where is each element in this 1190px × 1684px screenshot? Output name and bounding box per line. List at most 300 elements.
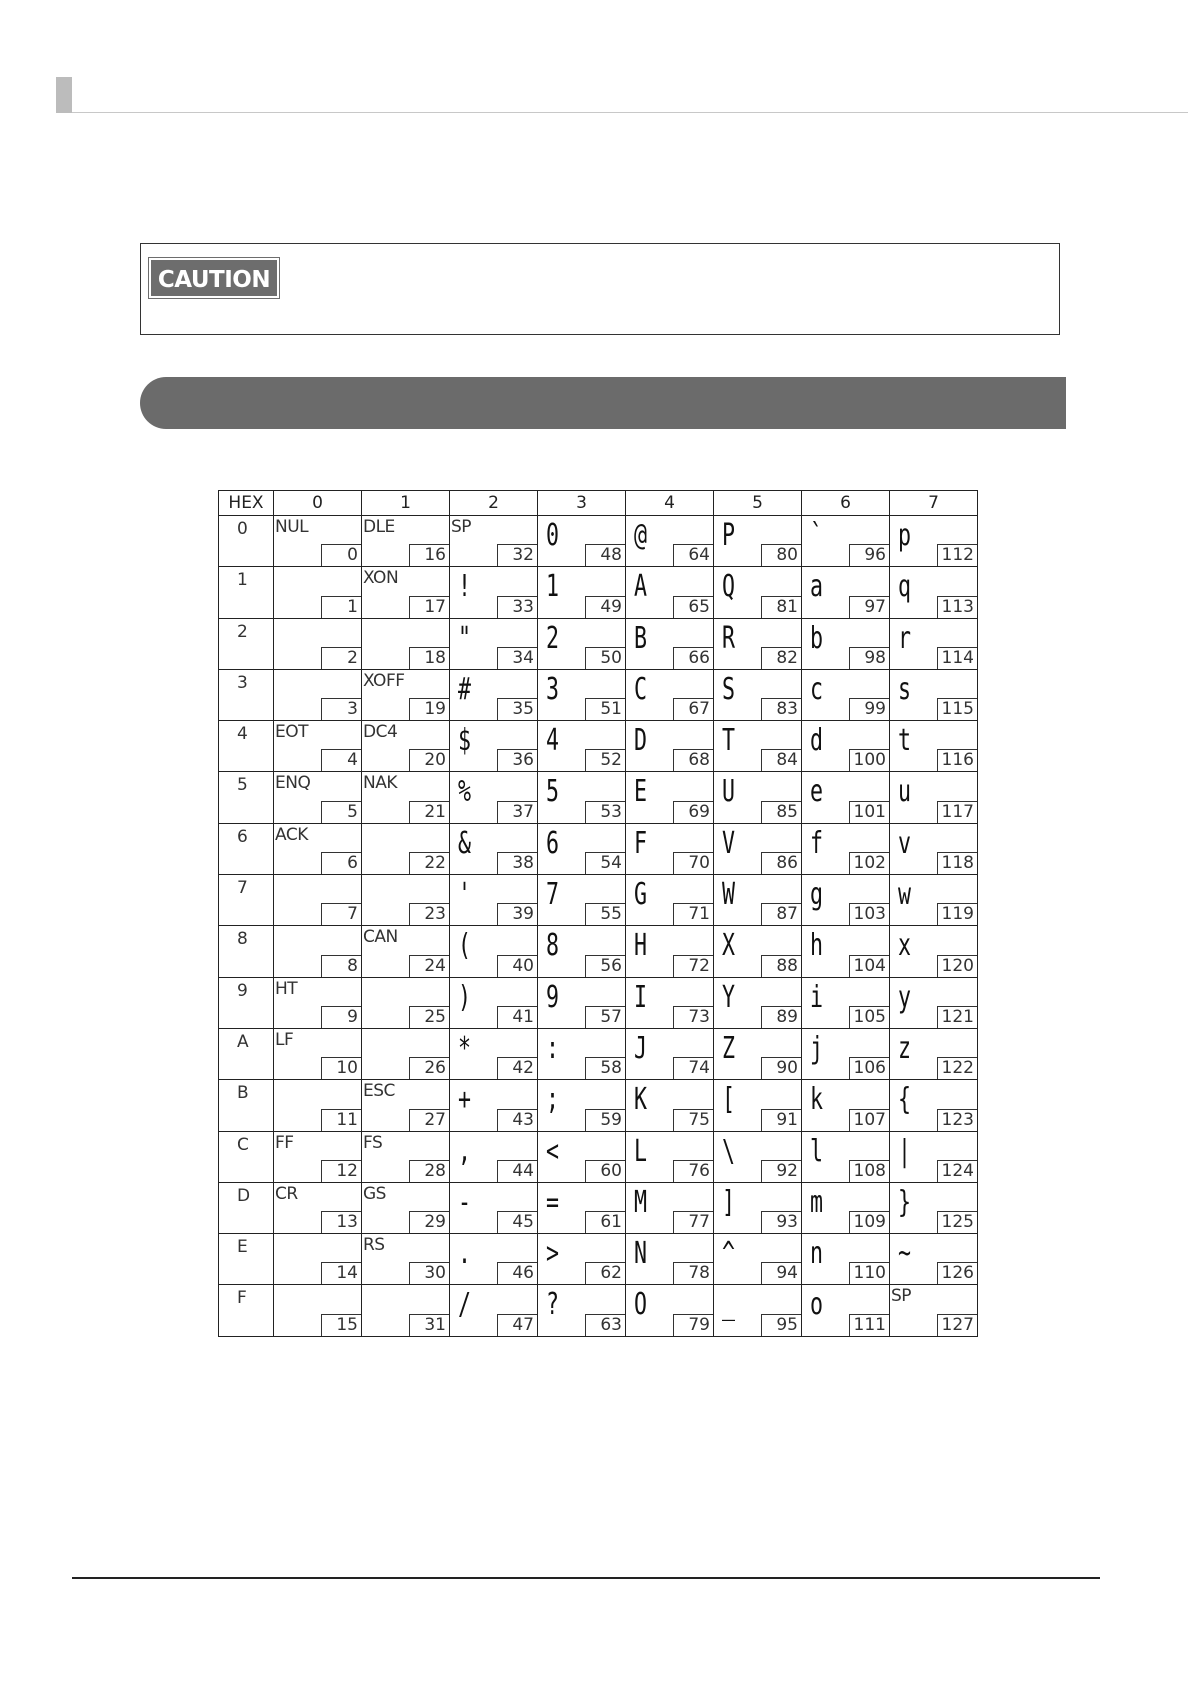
char-cell — [538, 1285, 626, 1336]
decimal-code: 92 — [761, 1160, 801, 1182]
char-glyph: S — [722, 671, 736, 707]
char-glyph: Q — [722, 569, 736, 605]
control-code-name: RS — [363, 1235, 385, 1256]
char-cell — [362, 926, 450, 977]
decimal-code: 114 — [937, 647, 977, 669]
control-code-name: DC4 — [363, 722, 398, 743]
decimal-code: 64 — [673, 544, 713, 566]
char-cell — [274, 721, 362, 772]
control-code-name: GS — [363, 1183, 386, 1204]
char-glyph: o — [810, 1287, 824, 1323]
decimal-code: 49 — [585, 596, 625, 618]
char-glyph: W — [722, 877, 736, 913]
char-cell — [274, 1080, 362, 1131]
char-glyph: L — [634, 1133, 648, 1169]
control-code-name: ENQ — [275, 773, 311, 794]
char-cell — [802, 1131, 890, 1182]
char-cell — [450, 516, 538, 567]
char-cell — [450, 1028, 538, 1079]
control-code-name: SP — [451, 517, 472, 537]
decimal-code: 45 — [497, 1211, 537, 1233]
char-cell — [362, 1080, 450, 1131]
table-row — [219, 721, 978, 772]
table-row — [219, 1234, 978, 1285]
decimal-code: 126 — [937, 1262, 977, 1284]
decimal-code: 65 — [673, 596, 713, 618]
char-cell — [714, 875, 802, 926]
table-row — [219, 772, 978, 823]
char-cell — [538, 977, 626, 1028]
decimal-code: 24 — [409, 955, 449, 977]
char-cell — [538, 516, 626, 567]
char-cell — [450, 1080, 538, 1131]
char-glyph: Y — [722, 979, 736, 1015]
char-glyph: H — [634, 928, 648, 964]
char-cell — [538, 1131, 626, 1182]
decimal-code: 105 — [849, 1006, 889, 1028]
decimal-code: 53 — [585, 801, 625, 823]
row-hex-cell — [219, 669, 274, 720]
char-cell — [450, 567, 538, 618]
char-glyph: ^ — [722, 1236, 736, 1272]
char-glyph: v — [898, 825, 912, 861]
row-hex-cell — [219, 875, 274, 926]
char-glyph: s — [898, 671, 912, 707]
decimal-code: 14 — [321, 1262, 361, 1284]
decimal-code: 13 — [321, 1211, 361, 1233]
decimal-code: 43 — [497, 1109, 537, 1131]
decimal-code: 16 — [409, 544, 449, 566]
char-cell — [626, 1080, 714, 1131]
decimal-code: 73 — [673, 1006, 713, 1028]
control-code-name: FS — [363, 1132, 383, 1153]
decimal-code: 101 — [849, 801, 889, 823]
char-cell — [890, 516, 978, 567]
char-glyph: 0 — [546, 518, 560, 553]
char-glyph: M — [634, 1184, 648, 1220]
decimal-code: 67 — [673, 698, 713, 720]
control-code-name: EOT — [275, 722, 309, 743]
char-cell — [802, 721, 890, 772]
row-hex-cell — [219, 567, 274, 618]
char-cell — [450, 1285, 538, 1336]
char-glyph: c — [810, 671, 824, 707]
char-glyph: ? — [546, 1287, 560, 1323]
decimal-code: 9 — [321, 1006, 361, 1028]
decimal-code: 127 — [937, 1314, 977, 1336]
char-cell — [890, 721, 978, 772]
row-hex-cell — [219, 772, 274, 823]
char-cell — [362, 721, 450, 772]
char-cell — [538, 721, 626, 772]
section-marker — [56, 77, 72, 113]
char-cell — [626, 926, 714, 977]
decimal-code: 122 — [937, 1057, 977, 1079]
char-cell — [626, 772, 714, 823]
char-glyph: p — [898, 518, 912, 553]
char-cell — [626, 1028, 714, 1079]
char-cell — [538, 772, 626, 823]
row-hex-cell — [219, 926, 274, 977]
caution-box — [140, 243, 1060, 335]
char-cell — [274, 1234, 362, 1285]
row-hex-cell — [219, 721, 274, 772]
decimal-code: 97 — [849, 596, 889, 618]
row-hex-cell — [219, 1234, 274, 1285]
char-glyph: 1 — [546, 569, 560, 605]
table-row — [219, 516, 978, 567]
row-hex-label: 5 — [237, 775, 248, 796]
char-cell — [802, 567, 890, 618]
char-glyph: O — [634, 1287, 648, 1323]
decimal-code: 60 — [585, 1160, 625, 1182]
row-hex-cell — [219, 1028, 274, 1079]
char-cell — [890, 875, 978, 926]
control-code-name: LF — [275, 1029, 294, 1050]
decimal-code: 34 — [497, 647, 537, 669]
char-cell — [714, 669, 802, 720]
decimal-code: 80 — [761, 544, 801, 566]
char-glyph: V — [722, 825, 736, 861]
char-glyph: _ — [722, 1287, 736, 1323]
decimal-code: 110 — [849, 1262, 889, 1284]
decimal-code: 108 — [849, 1160, 889, 1182]
decimal-code: 68 — [673, 749, 713, 771]
char-glyph: m — [810, 1184, 824, 1220]
decimal-code: 28 — [409, 1160, 449, 1182]
char-cell — [802, 823, 890, 874]
char-glyph: 7 — [546, 877, 560, 913]
char-glyph: 4 — [546, 723, 560, 759]
decimal-code: 86 — [761, 852, 801, 874]
char-cell — [802, 1285, 890, 1336]
decimal-code: 98 — [849, 647, 889, 669]
char-cell — [450, 1234, 538, 1285]
decimal-code: 56 — [585, 955, 625, 977]
control-code-name: ESC — [363, 1081, 395, 1102]
char-cell — [362, 618, 450, 669]
decimal-code: 21 — [409, 801, 449, 823]
table-row — [219, 926, 978, 977]
char-cell — [538, 1182, 626, 1233]
char-glyph: J — [634, 1030, 648, 1066]
char-glyph: 5 — [546, 774, 560, 810]
char-glyph: P — [722, 518, 736, 553]
decimal-code: 37 — [497, 801, 537, 823]
char-cell — [714, 1080, 802, 1131]
char-glyph: q — [898, 569, 912, 605]
char-glyph: D — [634, 723, 648, 759]
char-glyph: K — [634, 1082, 648, 1118]
char-cell — [538, 1080, 626, 1131]
char-cell — [802, 1182, 890, 1233]
char-cell — [274, 618, 362, 669]
decimal-code: 115 — [937, 698, 977, 720]
char-cell — [802, 1080, 890, 1131]
decimal-code: 109 — [849, 1211, 889, 1233]
decimal-code: 32 — [497, 544, 537, 566]
char-glyph: & — [458, 825, 472, 861]
decimal-code: 99 — [849, 698, 889, 720]
char-glyph: j — [810, 1030, 824, 1066]
decimal-code: 29 — [409, 1211, 449, 1233]
char-glyph: ' — [458, 877, 472, 913]
char-cell — [274, 926, 362, 977]
char-glyph: x — [898, 928, 912, 964]
decimal-code: 125 — [937, 1211, 977, 1233]
char-glyph: a — [810, 569, 824, 605]
table-row — [219, 618, 978, 669]
char-glyph: [ — [722, 1082, 736, 1118]
char-cell — [362, 823, 450, 874]
char-cell — [890, 1131, 978, 1182]
decimal-code: 7 — [321, 903, 361, 925]
decimal-code: 63 — [585, 1314, 625, 1336]
char-glyph: g — [810, 877, 824, 913]
char-cell — [714, 926, 802, 977]
control-code-name: DLE — [363, 517, 395, 537]
decimal-code: 66 — [673, 647, 713, 669]
footer-rule — [72, 1577, 1100, 1579]
decimal-code: 81 — [761, 596, 801, 618]
decimal-code: 39 — [497, 903, 537, 925]
decimal-code: 54 — [585, 852, 625, 874]
decimal-code: 111 — [849, 1314, 889, 1336]
control-code-name: NAK — [363, 773, 397, 794]
char-glyph: R — [722, 620, 736, 656]
decimal-code: 51 — [585, 698, 625, 720]
char-glyph: w — [898, 877, 912, 913]
char-glyph: Z — [722, 1030, 736, 1066]
char-cell — [890, 1028, 978, 1079]
decimal-code: 112 — [937, 544, 977, 566]
char-cell — [362, 669, 450, 720]
char-cell — [626, 1182, 714, 1233]
table-row — [219, 1285, 978, 1336]
char-glyph: - — [458, 1184, 472, 1220]
control-code-name: NUL — [275, 517, 309, 537]
decimal-code: 23 — [409, 903, 449, 925]
char-cell — [274, 1131, 362, 1182]
char-cell — [362, 772, 450, 823]
decimal-code: 69 — [673, 801, 713, 823]
table-row — [219, 1131, 978, 1182]
table-row — [219, 875, 978, 926]
char-cell — [450, 772, 538, 823]
decimal-code: 120 — [937, 955, 977, 977]
decimal-code: 74 — [673, 1057, 713, 1079]
decimal-code: 70 — [673, 852, 713, 874]
decimal-code: 42 — [497, 1057, 537, 1079]
decimal-code: 12 — [321, 1160, 361, 1182]
decimal-code: 10 — [321, 1057, 361, 1079]
row-hex-label: 0 — [237, 519, 248, 539]
char-glyph: E — [634, 774, 648, 810]
decimal-code: 71 — [673, 903, 713, 925]
char-glyph: . — [458, 1236, 472, 1272]
decimal-code: 0 — [321, 544, 361, 566]
decimal-code: 79 — [673, 1314, 713, 1336]
char-glyph: F — [634, 825, 648, 861]
char-cell — [626, 721, 714, 772]
char-cell — [714, 1182, 802, 1233]
decimal-code: 95 — [761, 1314, 801, 1336]
char-glyph: , — [458, 1133, 472, 1169]
row-hex-cell — [219, 618, 274, 669]
char-cell — [714, 618, 802, 669]
column-header: 2 — [450, 491, 538, 516]
decimal-code: 88 — [761, 955, 801, 977]
char-glyph: / — [458, 1287, 472, 1323]
char-glyph: 3 — [546, 671, 560, 707]
decimal-code: 25 — [409, 1006, 449, 1028]
table-row — [219, 1182, 978, 1233]
char-glyph: X — [722, 928, 736, 964]
control-code-name: XOFF — [363, 670, 405, 691]
row-hex-cell — [219, 1182, 274, 1233]
char-cell — [714, 516, 802, 567]
section-heading-bar — [140, 377, 1066, 429]
decimal-code: 57 — [585, 1006, 625, 1028]
table-row — [219, 1028, 978, 1079]
char-cell — [802, 1028, 890, 1079]
decimal-code: 62 — [585, 1262, 625, 1284]
char-glyph: y — [898, 979, 912, 1015]
char-glyph: U — [722, 774, 736, 810]
row-hex-label: B — [237, 1083, 249, 1104]
decimal-code: 5 — [321, 801, 361, 823]
char-cell — [450, 1131, 538, 1182]
char-cell — [362, 1131, 450, 1182]
char-cell — [714, 721, 802, 772]
decimal-code: 89 — [761, 1006, 801, 1028]
char-cell — [890, 1182, 978, 1233]
row-hex-cell — [219, 977, 274, 1028]
char-cell — [450, 618, 538, 669]
table-row — [219, 567, 978, 618]
row-hex-label: 4 — [237, 724, 248, 745]
char-cell — [626, 1234, 714, 1285]
decimal-code: 47 — [497, 1314, 537, 1336]
decimal-code: 55 — [585, 903, 625, 925]
decimal-code: 19 — [409, 698, 449, 720]
char-glyph: < — [546, 1133, 560, 1169]
char-cell — [538, 875, 626, 926]
decimal-code: 3 — [321, 698, 361, 720]
decimal-code: 113 — [937, 596, 977, 618]
decimal-code: 30 — [409, 1262, 449, 1284]
char-glyph: ] — [722, 1184, 736, 1220]
char-glyph: h — [810, 928, 824, 964]
char-glyph: I — [634, 979, 648, 1015]
char-cell — [362, 1285, 450, 1336]
char-cell — [890, 1234, 978, 1285]
char-glyph: # — [458, 671, 472, 707]
decimal-code: 2 — [321, 647, 361, 669]
char-cell — [890, 669, 978, 720]
row-hex-label: 7 — [237, 878, 248, 899]
decimal-code: 36 — [497, 749, 537, 771]
char-cell — [802, 772, 890, 823]
char-cell — [274, 1028, 362, 1079]
decimal-code: 76 — [673, 1160, 713, 1182]
char-cell — [714, 772, 802, 823]
char-glyph: T — [722, 723, 736, 759]
table-row — [219, 823, 978, 874]
char-cell — [714, 1285, 802, 1336]
char-glyph: N — [634, 1236, 648, 1272]
control-code-name: XON — [363, 568, 399, 589]
char-cell — [802, 977, 890, 1028]
table-row — [219, 977, 978, 1028]
decimal-code: 82 — [761, 647, 801, 669]
char-cell — [538, 823, 626, 874]
decimal-code: 20 — [409, 749, 449, 771]
char-glyph: ~ — [898, 1236, 912, 1272]
decimal-code: 40 — [497, 955, 537, 977]
column-header: 5 — [714, 491, 802, 516]
char-glyph: r — [898, 620, 912, 656]
decimal-code: 78 — [673, 1262, 713, 1284]
char-cell — [450, 926, 538, 977]
row-hex-cell — [219, 1285, 274, 1336]
decimal-code: 87 — [761, 903, 801, 925]
char-glyph: i — [810, 979, 824, 1015]
char-cell — [362, 1234, 450, 1285]
decimal-code: 83 — [761, 698, 801, 720]
char-cell — [802, 618, 890, 669]
char-glyph: G — [634, 877, 648, 913]
column-header: 7 — [890, 491, 978, 516]
control-code-name: ACK — [275, 824, 308, 845]
char-glyph: " — [458, 620, 472, 656]
char-cell — [890, 1080, 978, 1131]
char-glyph: f — [810, 825, 824, 861]
decimal-code: 33 — [497, 596, 537, 618]
decimal-code: 107 — [849, 1109, 889, 1131]
char-cell — [450, 721, 538, 772]
char-cell — [274, 772, 362, 823]
row-hex-label: A — [237, 1031, 249, 1052]
char-cell — [890, 772, 978, 823]
row-hex-cell — [219, 516, 274, 567]
decimal-code: 91 — [761, 1109, 801, 1131]
row-hex-label: 3 — [237, 672, 248, 693]
char-glyph: C — [634, 671, 648, 707]
char-cell — [450, 669, 538, 720]
row-hex-label: D — [237, 1185, 251, 1206]
char-glyph: d — [810, 723, 824, 759]
decimal-code: 106 — [849, 1057, 889, 1079]
row-hex-cell — [219, 1131, 274, 1182]
char-cell — [538, 618, 626, 669]
char-glyph: > — [546, 1236, 560, 1272]
table-header-row — [219, 491, 978, 516]
row-hex-label: 1 — [237, 570, 248, 591]
char-cell — [362, 1182, 450, 1233]
char-glyph: n — [810, 1236, 824, 1272]
char-cell — [626, 1285, 714, 1336]
char-cell — [274, 875, 362, 926]
char-glyph: u — [898, 774, 912, 810]
decimal-code: 102 — [849, 852, 889, 874]
char-glyph: \ — [722, 1133, 736, 1169]
char-cell — [890, 567, 978, 618]
decimal-code: 48 — [585, 544, 625, 566]
char-cell — [890, 926, 978, 977]
char-cell — [362, 875, 450, 926]
decimal-code: 90 — [761, 1057, 801, 1079]
